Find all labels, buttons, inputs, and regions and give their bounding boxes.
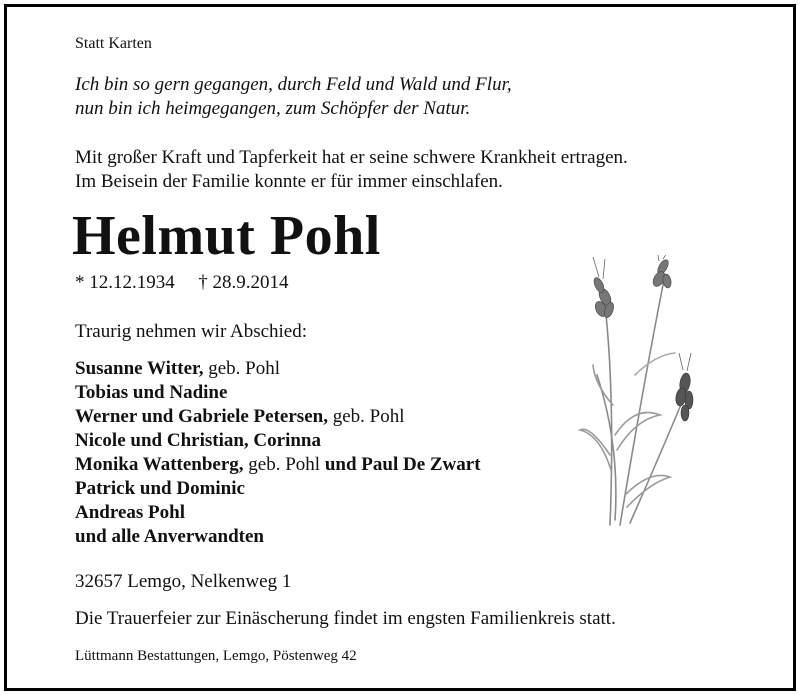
funeral-home: Lüttmann Bestattungen, Lemgo, Pöstenweg 42 — [75, 648, 357, 664]
death-date: † 28.9.2014 — [198, 272, 289, 293]
poem-line-1: Ich bin so gern gegangen, durch Feld und Wald und Flur, — [75, 74, 512, 95]
life-dates — [75, 271, 289, 295]
mourner-line: Nicole und Christian, Corinna — [75, 430, 321, 451]
birth-date: * 12.12.1934 — [75, 272, 175, 293]
address: 32657 Lemgo, Nelkenweg 1 — [75, 571, 292, 592]
mourner-line: Tobias und Nadine — [75, 382, 228, 403]
deceased-name: Helmut Pohl — [72, 205, 381, 267]
mourning-text: Traurig nehmen wir Abschied: — [75, 321, 308, 342]
mourner-line: Werner und Gabriele Petersen, geb. Pohl — [75, 406, 405, 427]
statt-karten-label: Statt Karten — [75, 35, 152, 52]
mourner-line: Patrick und Dominic — [75, 478, 245, 499]
wheat-icon — [575, 255, 705, 530]
poem-line-2: nun bin ich heimgegangen, zum Schöpfer der Natur. — [75, 98, 471, 119]
funeral-note: Die Trauerfeier zur Einäscherung findet im engsten Familienkreis statt. — [75, 608, 616, 629]
mourner-line: und alle Anverwandten — [75, 526, 264, 547]
mourner-line: Susanne Witter, geb. Pohl — [75, 358, 280, 379]
intro-line-2: Im Beisein der Familie konnte er für immer einschlafen. — [75, 171, 503, 192]
intro-line-1: Mit großer Kraft und Tapferkeit hat er seine schwere Krankheit ertragen. — [75, 147, 628, 168]
mourners-list — [75, 357, 481, 549]
mourner-line: Monika Wattenberg, geb. Pohl und Paul De Zwart — [75, 454, 481, 475]
mourner-line: Andreas Pohl — [75, 502, 185, 523]
